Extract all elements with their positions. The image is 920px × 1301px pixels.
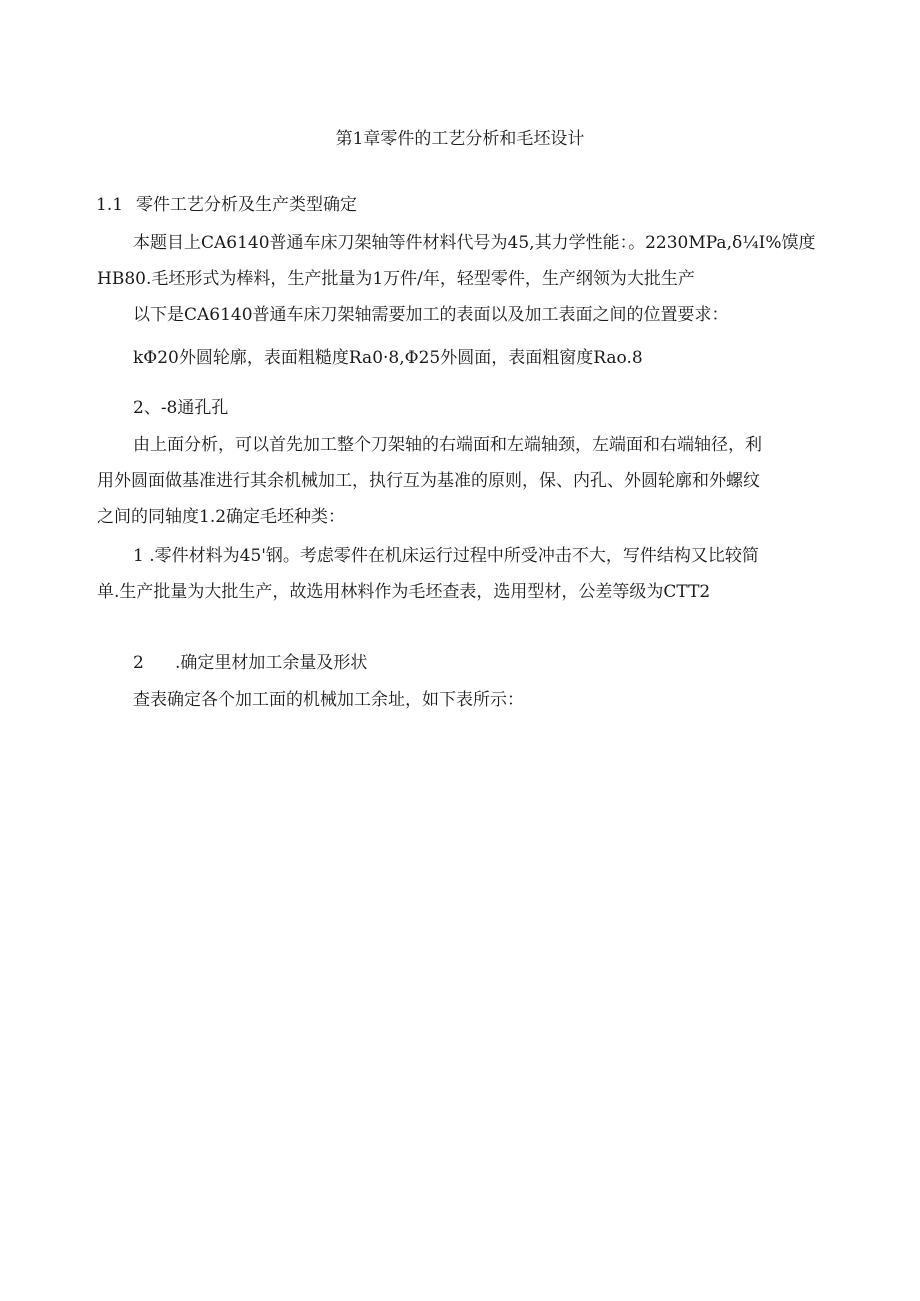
item-2-number: 2 [133, 653, 144, 673]
chapter-title: 第1章零件的工艺分析和毛坯设计 [335, 129, 585, 149]
section-number: 1.1 [96, 195, 124, 215]
requirement-2: 2、-8通孔孔 [133, 398, 229, 418]
paragraph-2: 以下是CA6140普通车床刀架轴需要加工的表面以及加工表面之间的位置要求： [133, 305, 729, 325]
analysis-line-2: 用外圆面做基准进行其余机械加工，执行互为基准的原则，保、内孔、外圆轮廓和外螺纹 [97, 471, 760, 491]
closing-paragraph: 查表确定各个加工面的机械加工余址，如下表所示： [133, 690, 524, 710]
section-title: 零件工艺分析及生产类型确定 [136, 195, 357, 215]
item-1-line-2: 单.生产批量为大批生产，故选用林料作为毛坯查表，选用型材，公差等级为CTT2 [97, 582, 711, 602]
paragraph-1-line-2: HB80.毛坯形式为棒料，生产批量为1万件/年，轻型零件，生产纲领为大批生产 [97, 269, 695, 289]
analysis-line-3: 之间的同轴度1.2确定毛坯种类： [97, 507, 346, 527]
requirement-1: kΦ20外圆轮廓，表面粗糙度Ra0·8,Φ25外圆面，表面粗窗度Rao.8 [133, 348, 643, 368]
paragraph-1-line-1: 本题目上CA6140普通车床刀架轴等件材料代号为45,其力学性能：。2230MPa,δ¼I%馍度 [133, 233, 816, 253]
analysis-line-1: 由上面分析，可以首先加工整个刀架轴的右端面和左端轴颈，左端面和右端轴径，利 [133, 435, 762, 455]
item-2-heading [133, 650, 367, 676]
section-heading [96, 192, 357, 218]
item-1-line-1: 1 .零件材料为45'钢。考虑零件在机床运行过程中所受冲击不大，写件结构又比较简 [133, 546, 759, 566]
item-2-text: .确定里材加工余量及形状 [175, 653, 368, 673]
